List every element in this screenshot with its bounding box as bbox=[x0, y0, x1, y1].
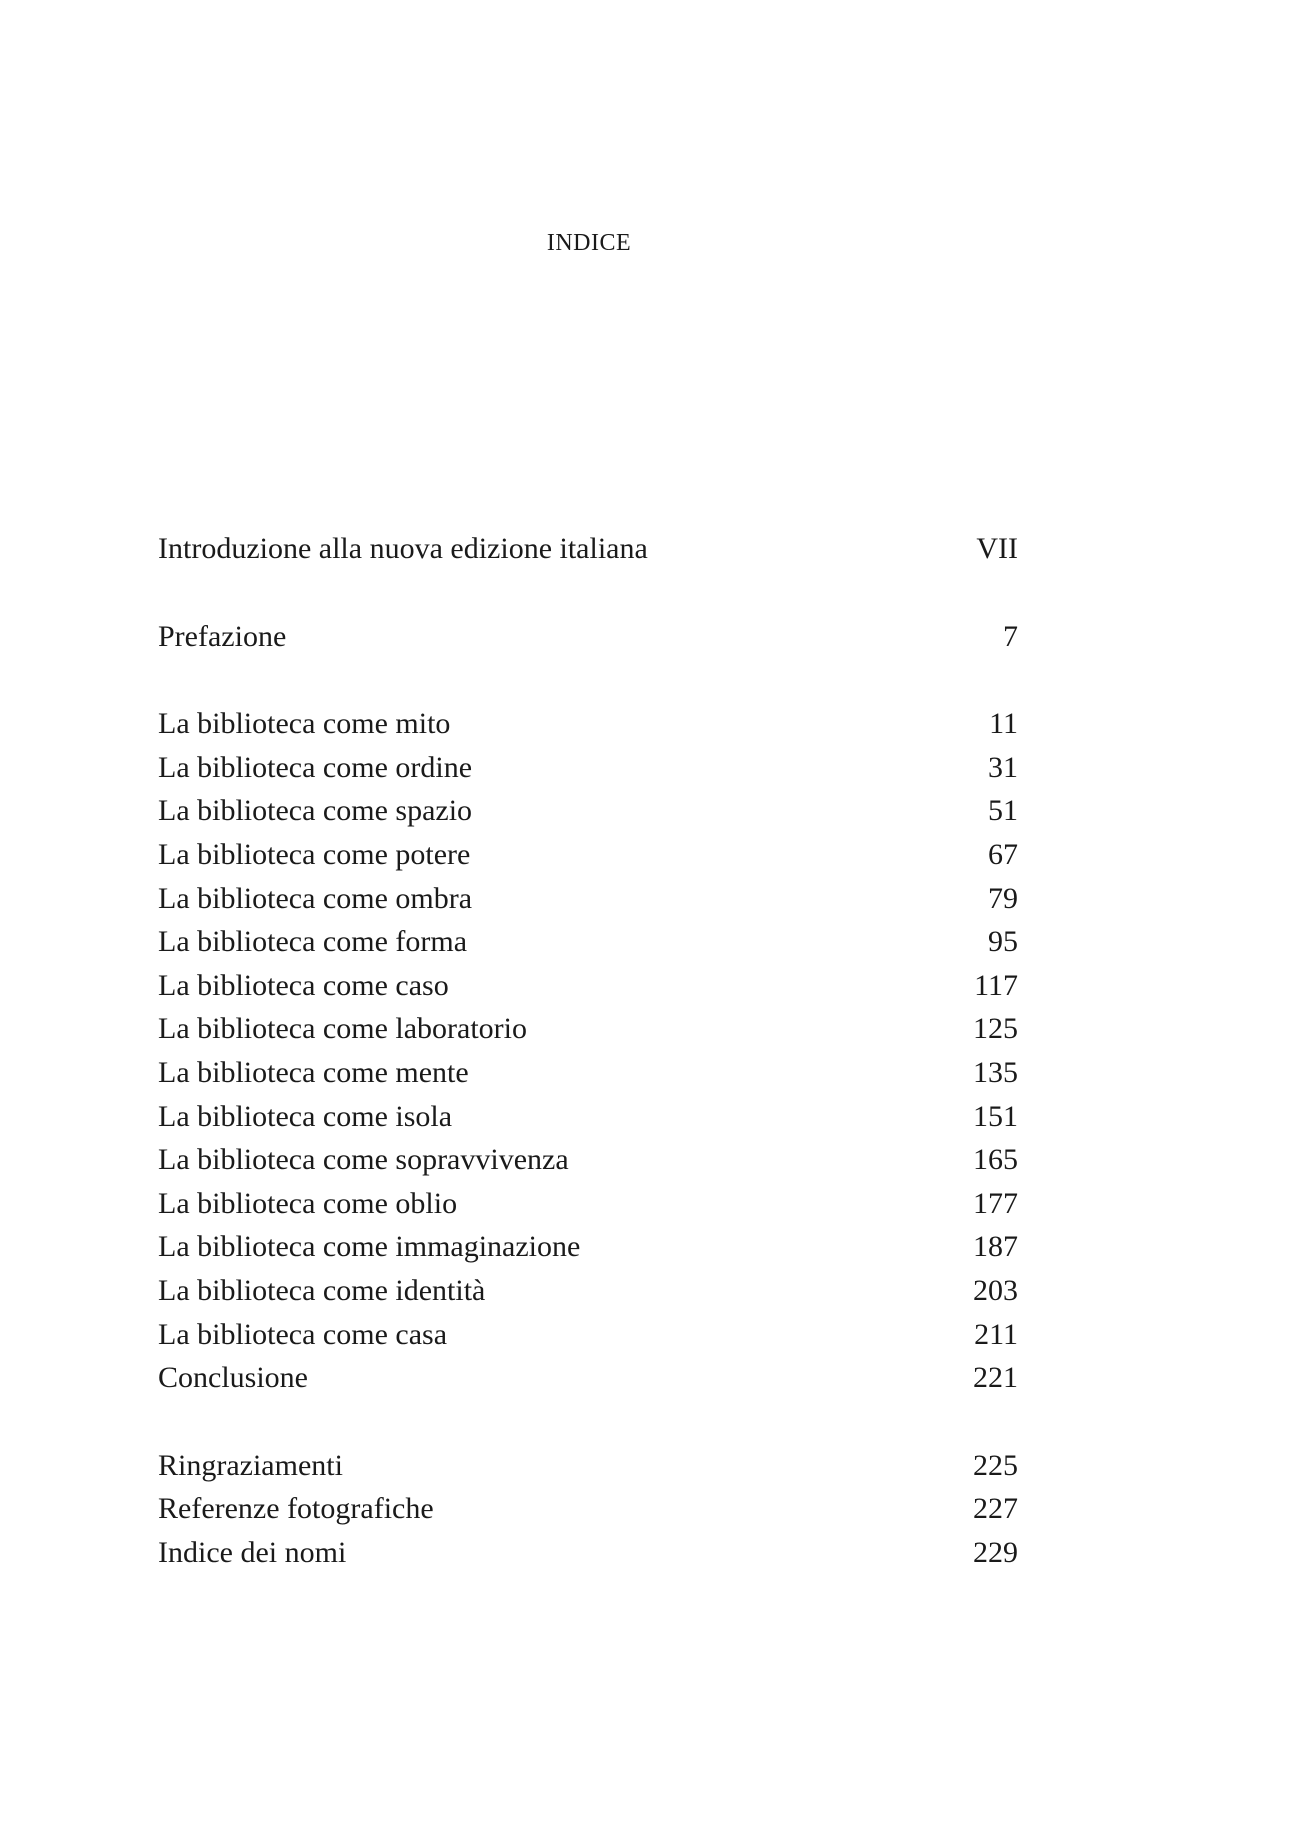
table-of-contents bbox=[158, 527, 1018, 1574]
toc-entry-title: La biblioteca come ordine bbox=[158, 750, 473, 784]
toc-entry-title: La biblioteca come immaginazione bbox=[158, 1230, 581, 1264]
toc-entry-page-number: 31 bbox=[988, 750, 1018, 784]
toc-entry bbox=[158, 615, 1018, 659]
toc-entry bbox=[158, 1356, 1018, 1400]
toc-entry-page-number: 221 bbox=[973, 1361, 1018, 1395]
toc-entry-page-number: 117 bbox=[974, 968, 1018, 1002]
toc-entry-page-number: 177 bbox=[973, 1186, 1018, 1220]
toc-entry-title: La biblioteca come oblio bbox=[158, 1186, 458, 1220]
toc-entry-title: La biblioteca come identità bbox=[158, 1273, 486, 1307]
toc-entry bbox=[158, 1269, 1018, 1313]
toc-entry bbox=[158, 1007, 1018, 1051]
toc-entry-page-number: 11 bbox=[989, 707, 1018, 741]
toc-group bbox=[158, 702, 1018, 1400]
toc-entry bbox=[158, 1531, 1018, 1575]
toc-entry bbox=[158, 920, 1018, 964]
toc-entry-page-number: 67 bbox=[988, 837, 1018, 871]
toc-entry bbox=[158, 877, 1018, 921]
toc-entry-title: La biblioteca come forma bbox=[158, 925, 468, 959]
toc-entry-title: Ringraziamenti bbox=[158, 1448, 343, 1482]
toc-entry-title: La biblioteca come casa bbox=[158, 1317, 448, 1351]
toc-entry-page-number: 225 bbox=[973, 1448, 1018, 1482]
toc-entry-page-number: 135 bbox=[973, 1055, 1018, 1089]
toc-entry-page-number: 151 bbox=[973, 1099, 1018, 1133]
toc-entry-page-number: VII bbox=[976, 532, 1018, 565]
toc-entry-page-number: 51 bbox=[988, 794, 1018, 828]
toc-entry-page-number: 227 bbox=[973, 1492, 1018, 1526]
toc-entry bbox=[158, 833, 1018, 877]
toc-entry-title: La biblioteca come potere bbox=[158, 837, 471, 871]
toc-entry-title: La biblioteca come mito bbox=[158, 707, 451, 741]
toc-entry bbox=[158, 1051, 1018, 1095]
toc-group bbox=[158, 1444, 1018, 1575]
toc-entry bbox=[158, 964, 1018, 1008]
toc-entry-title: Prefazione bbox=[158, 619, 287, 653]
toc-entry-title: Referenze fotografiche bbox=[158, 1492, 434, 1526]
toc-group bbox=[158, 527, 1018, 571]
toc-entry-title: La biblioteca come sopravvivenza bbox=[158, 1143, 569, 1177]
toc-entry-page-number: 79 bbox=[988, 881, 1018, 915]
toc-entry-title: La biblioteca come isola bbox=[158, 1099, 453, 1133]
toc-entry-title: La biblioteca come spazio bbox=[158, 794, 473, 828]
toc-entry-title: La biblioteca come caso bbox=[158, 968, 449, 1002]
toc-entry-page-number: 95 bbox=[988, 925, 1018, 959]
toc-entry-title: Conclusione bbox=[158, 1361, 308, 1395]
toc-entry-title: La biblioteca come ombra bbox=[158, 881, 473, 915]
toc-entry-title: La biblioteca come laboratorio bbox=[158, 1012, 528, 1046]
toc-entry-title: La biblioteca come mente bbox=[158, 1055, 469, 1089]
toc-entry bbox=[158, 1487, 1018, 1531]
toc-entry bbox=[158, 1313, 1018, 1357]
toc-entry bbox=[158, 1225, 1018, 1269]
toc-entry bbox=[158, 527, 1018, 571]
toc-entry bbox=[158, 1138, 1018, 1182]
toc-entry bbox=[158, 746, 1018, 790]
toc-entry-title: Introduzione alla nuova edizione italiana bbox=[158, 532, 648, 565]
toc-entry bbox=[158, 1444, 1018, 1488]
toc-entry bbox=[158, 1182, 1018, 1226]
toc-entry bbox=[158, 789, 1018, 833]
toc-entry-title: Indice dei nomi bbox=[158, 1535, 347, 1569]
toc-entry-page-number: 229 bbox=[973, 1535, 1018, 1569]
page-title: INDICE bbox=[546, 230, 632, 256]
toc-entry bbox=[158, 1095, 1018, 1139]
toc-entry-page-number: 125 bbox=[973, 1012, 1018, 1046]
toc-entry-page-number: 211 bbox=[974, 1317, 1018, 1351]
toc-group bbox=[158, 615, 1018, 659]
toc-entry-page-number: 7 bbox=[1003, 619, 1018, 653]
toc-entry-page-number: 187 bbox=[973, 1230, 1018, 1264]
toc-entry bbox=[158, 702, 1018, 746]
toc-entry-page-number: 165 bbox=[973, 1143, 1018, 1177]
toc-entry-page-number: 203 bbox=[973, 1273, 1018, 1307]
